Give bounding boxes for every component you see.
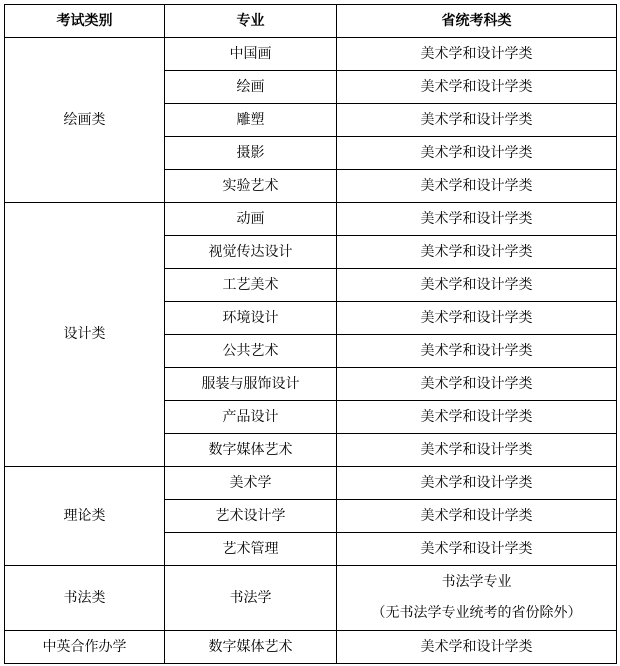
- major-cell: 环境设计: [165, 302, 337, 335]
- category-cell: 设计类: [5, 203, 165, 467]
- exam-cell: 美术学和设计学类: [337, 170, 617, 203]
- major-cell: 产品设计: [165, 401, 337, 434]
- exam-cell: 美术学和设计学类: [337, 368, 617, 401]
- major-cell: 书法学: [165, 566, 337, 631]
- category-cell: 绘画类: [5, 38, 165, 203]
- exam-cell: 美术学和设计学类: [337, 236, 617, 269]
- exam-line: 书法学专业: [441, 574, 512, 590]
- major-cell: 中国画: [165, 38, 337, 71]
- table-row: [5, 203, 617, 236]
- exam-note: （无书法学专业统考的省份除外）: [371, 605, 582, 621]
- major-cell: 动画: [165, 203, 337, 236]
- header-exam-type: 省统考科类: [337, 5, 617, 38]
- exam-cell: 美术学和设计学类: [337, 401, 617, 434]
- table-row: [5, 631, 617, 664]
- exam-cell: [337, 566, 617, 631]
- major-cell: 公共艺术: [165, 335, 337, 368]
- exam-cell: 美术学和设计学类: [337, 71, 617, 104]
- exam-cell: 美术学和设计学类: [337, 434, 617, 467]
- exam-cell: 美术学和设计学类: [337, 269, 617, 302]
- major-cell: 艺术设计学: [165, 500, 337, 533]
- table-row: [5, 38, 617, 71]
- exam-cell: 美术学和设计学类: [337, 533, 617, 566]
- major-cell: 绘画: [165, 71, 337, 104]
- major-cell: 视觉传达设计: [165, 236, 337, 269]
- exam-cell: 美术学和设计学类: [337, 137, 617, 170]
- major-cell: 数字媒体艺术: [165, 631, 337, 664]
- exam-cell: 美术学和设计学类: [337, 500, 617, 533]
- major-cell: 美术学: [165, 467, 337, 500]
- major-cell: 数字媒体艺术: [165, 434, 337, 467]
- table-row: [5, 467, 617, 500]
- exam-cell: 美术学和设计学类: [337, 302, 617, 335]
- major-cell: 艺术管理: [165, 533, 337, 566]
- header-category: 考试类别: [5, 5, 165, 38]
- category-cell: 书法类: [5, 566, 165, 631]
- major-cell: 实验艺术: [165, 170, 337, 203]
- category-cell: 中英合作办学: [5, 631, 165, 664]
- major-cell: 工艺美术: [165, 269, 337, 302]
- exam-cell: 美术学和设计学类: [337, 631, 617, 664]
- exam-cell: 美术学和设计学类: [337, 104, 617, 137]
- header-row: [5, 5, 617, 38]
- category-cell: 理论类: [5, 467, 165, 566]
- major-cell: 摄影: [165, 137, 337, 170]
- major-cell: 雕塑: [165, 104, 337, 137]
- table-row: [5, 566, 617, 631]
- header-major: 专业: [165, 5, 337, 38]
- exam-cell: 美术学和设计学类: [337, 38, 617, 71]
- exam-cell: 美术学和设计学类: [337, 335, 617, 368]
- exam-cell: 美术学和设计学类: [337, 467, 617, 500]
- exam-cell: 美术学和设计学类: [337, 203, 617, 236]
- major-cell: 服装与服饰设计: [165, 368, 337, 401]
- majors-table: [4, 4, 617, 664]
